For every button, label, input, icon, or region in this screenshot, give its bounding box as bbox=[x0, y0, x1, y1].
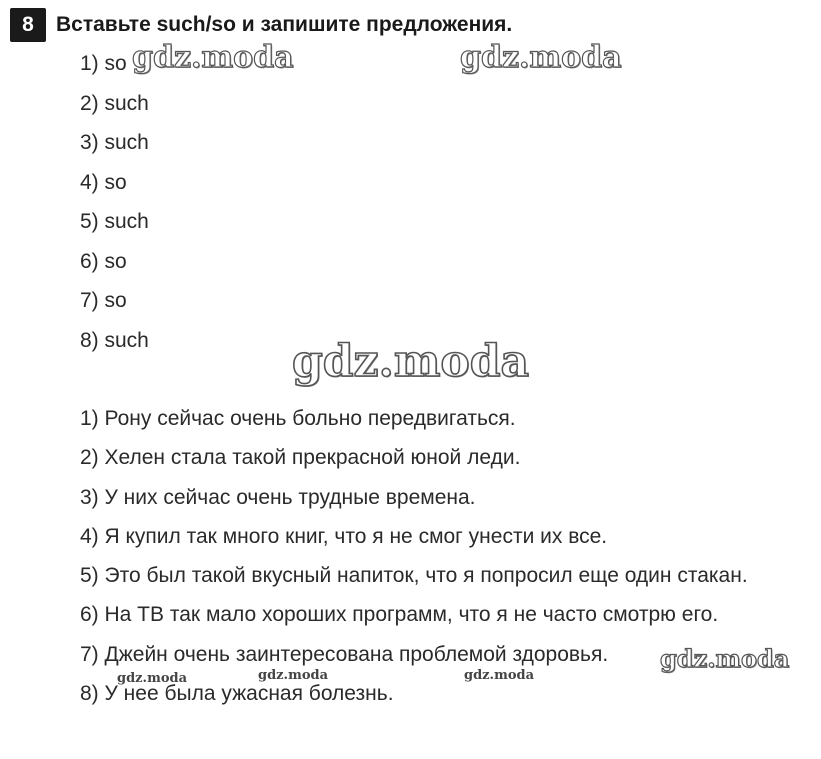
translation-item: 2) Хелен стала такой прекрасной юной леди. bbox=[80, 446, 521, 470]
answer-item: 3) such bbox=[80, 131, 149, 154]
translation-item: 6) На ТВ так мало хороших программ, что я не часто смотрю его. bbox=[80, 603, 719, 627]
watermark: gdz.moda bbox=[292, 336, 530, 387]
task-header bbox=[10, 8, 512, 42]
watermark: gdz.moda bbox=[117, 671, 188, 686]
watermark: gdz.moda bbox=[464, 668, 535, 683]
task-number-badge: 8 bbox=[10, 8, 46, 42]
translation-item: 7) Джейн очень заинтересована проблемой здоровья. bbox=[80, 642, 609, 666]
watermark: gdz.moda bbox=[258, 668, 329, 683]
translation-item: 8) У нее была ужасная болезнь. bbox=[80, 682, 394, 706]
translation-item: 3) У них сейчас очень трудные времена. bbox=[80, 485, 476, 509]
answer-item: 1) so bbox=[80, 52, 127, 75]
answer-item: 6) so bbox=[80, 249, 127, 273]
answers-list bbox=[80, 50, 149, 366]
translation-item: 5) Это был такой вкусный напиток, что я попросил еще один стакан. bbox=[80, 564, 748, 588]
watermark: gdz.moda bbox=[460, 40, 622, 75]
watermark: gdz.moda bbox=[132, 40, 294, 75]
translation-item: 4) Я купил так много книг, что я не смог унести их все. bbox=[80, 524, 608, 548]
answer-item: 8) such bbox=[80, 328, 149, 352]
answer-item: 2) such bbox=[80, 91, 149, 115]
answer-item: 5) such bbox=[80, 210, 149, 233]
answer-item: 7) so bbox=[80, 289, 127, 312]
watermark: gdz.moda bbox=[660, 644, 790, 673]
task-title: Вставьте such/so и запишите предложения. bbox=[56, 13, 513, 36]
answer-item: 4) so bbox=[80, 170, 127, 194]
translation-item: 1) Рону сейчас очень больно передвигаться. bbox=[80, 407, 516, 430]
